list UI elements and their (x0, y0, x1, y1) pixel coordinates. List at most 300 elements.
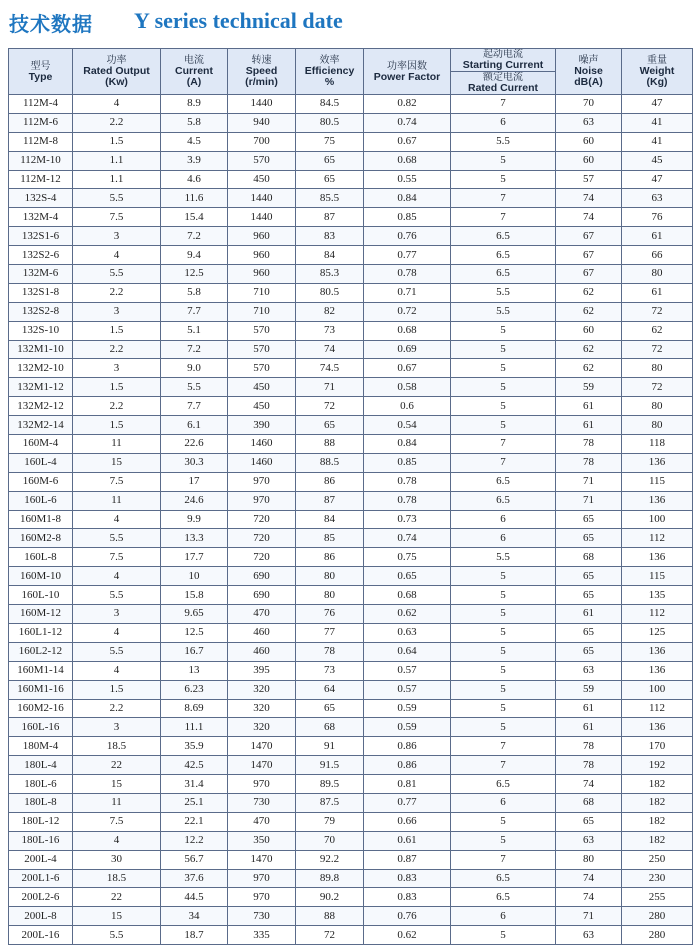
cell-current: 9.9 (161, 510, 228, 529)
cell-rated-output: 7.5 (73, 548, 161, 567)
cell-type: 132M1-10 (9, 340, 73, 359)
cell-current: 18.7 (161, 926, 228, 945)
table-row (9, 95, 693, 114)
cell-speed: 460 (228, 642, 296, 661)
cell-efficiency: 64 (296, 680, 364, 699)
table-row (9, 661, 693, 680)
cell-efficiency: 70 (296, 831, 364, 850)
cell-efficiency: 89.8 (296, 869, 364, 888)
cell-weight: 63 (622, 189, 693, 208)
cell-noise: 60 (556, 151, 622, 170)
cell-power-factor: 0.76 (364, 907, 451, 926)
cell-power-factor: 0.54 (364, 416, 451, 435)
cell-efficiency: 74.5 (296, 359, 364, 378)
cell-power-factor: 0.77 (364, 793, 451, 812)
cell-current-ratio: 5 (451, 340, 556, 359)
cell-current: 37.6 (161, 869, 228, 888)
table-row (9, 453, 693, 472)
cell-noise: 67 (556, 246, 622, 265)
cell-speed: 970 (228, 888, 296, 907)
cell-type: 180L-16 (9, 831, 73, 850)
cell-speed: 1440 (228, 95, 296, 114)
cell-type: 132S1-8 (9, 283, 73, 302)
cell-type: 160L-16 (9, 718, 73, 737)
cell-current: 56.7 (161, 850, 228, 869)
cell-power-factor: 0.83 (364, 888, 451, 907)
cell-weight: 41 (622, 132, 693, 151)
cell-noise: 67 (556, 265, 622, 284)
header-starting-current: 起动电流 Starting Current (451, 49, 556, 72)
cell-efficiency: 86 (296, 548, 364, 567)
cell-current-ratio: 5 (451, 699, 556, 718)
cell-rated-output: 5.5 (73, 586, 161, 605)
cell-weight: 135 (622, 586, 693, 605)
cell-noise: 61 (556, 605, 622, 624)
cell-speed: 450 (228, 170, 296, 189)
cell-speed: 730 (228, 907, 296, 926)
cell-weight: 170 (622, 737, 693, 756)
table-row (9, 151, 693, 170)
cell-speed: 730 (228, 793, 296, 812)
cell-type: 132S2-8 (9, 302, 73, 321)
cell-current: 8.69 (161, 699, 228, 718)
cell-rated-output: 5.5 (73, 642, 161, 661)
cell-current: 22.6 (161, 435, 228, 454)
table-row (9, 283, 693, 302)
cell-weight: 182 (622, 793, 693, 812)
cell-weight: 136 (622, 718, 693, 737)
table-row (9, 548, 693, 567)
cell-speed: 700 (228, 132, 296, 151)
cell-current-ratio: 6 (451, 907, 556, 926)
cell-weight: 72 (622, 340, 693, 359)
cell-efficiency: 87 (296, 208, 364, 227)
table-row (9, 265, 693, 284)
table-row (9, 397, 693, 416)
cell-rated-output: 3 (73, 302, 161, 321)
cell-current-ratio: 7 (451, 737, 556, 756)
cell-power-factor: 0.63 (364, 623, 451, 642)
table-row (9, 831, 693, 850)
cell-type: 160M1-16 (9, 680, 73, 699)
cell-type: 160L-8 (9, 548, 73, 567)
cell-efficiency: 65 (296, 170, 364, 189)
cell-efficiency: 65 (296, 699, 364, 718)
cell-rated-output: 11 (73, 435, 161, 454)
header-weight: 重量 Weight (Kg) (622, 49, 693, 95)
cell-current: 44.5 (161, 888, 228, 907)
cell-noise: 61 (556, 718, 622, 737)
cell-current-ratio: 7 (451, 435, 556, 454)
cell-efficiency: 85 (296, 529, 364, 548)
cell-rated-output: 5.5 (73, 189, 161, 208)
cell-efficiency: 84 (296, 246, 364, 265)
cell-power-factor: 0.62 (364, 926, 451, 945)
cell-current: 17 (161, 472, 228, 491)
cell-power-factor: 0.86 (364, 756, 451, 775)
cell-rated-output: 11 (73, 491, 161, 510)
cell-noise: 65 (556, 812, 622, 831)
cell-rated-output: 2.2 (73, 340, 161, 359)
cell-speed: 690 (228, 586, 296, 605)
cell-efficiency: 74 (296, 340, 364, 359)
table-row (9, 435, 693, 454)
cell-efficiency: 82 (296, 302, 364, 321)
cell-weight: 80 (622, 359, 693, 378)
cell-power-factor: 0.67 (364, 359, 451, 378)
cell-current-ratio: 7 (451, 189, 556, 208)
cell-rated-output: 4 (73, 95, 161, 114)
cell-noise: 65 (556, 623, 622, 642)
cell-efficiency: 80.5 (296, 113, 364, 132)
cell-weight: 112 (622, 529, 693, 548)
header-speed: 转速 Speed (r/min) (228, 49, 296, 95)
page-title-en: Y series technical date (134, 8, 343, 33)
cell-current-ratio: 5 (451, 680, 556, 699)
cell-efficiency: 91 (296, 737, 364, 756)
cell-efficiency: 91.5 (296, 756, 364, 775)
table-row (9, 756, 693, 775)
cell-rated-output: 5.5 (73, 926, 161, 945)
cell-power-factor: 0.73 (364, 510, 451, 529)
table-row (9, 850, 693, 869)
cell-weight: 112 (622, 605, 693, 624)
cell-efficiency: 85.5 (296, 189, 364, 208)
cell-current-ratio: 6 (451, 510, 556, 529)
cell-speed: 390 (228, 416, 296, 435)
cell-speed: 960 (228, 246, 296, 265)
cell-type: 180L-8 (9, 793, 73, 812)
table-body (9, 95, 693, 945)
cell-efficiency: 80.5 (296, 283, 364, 302)
cell-current: 17.7 (161, 548, 228, 567)
cell-current-ratio: 6.5 (451, 775, 556, 794)
cell-speed: 960 (228, 265, 296, 284)
cell-current: 24.6 (161, 491, 228, 510)
table-row (9, 340, 693, 359)
cell-type: 132S1-6 (9, 227, 73, 246)
cell-efficiency: 88 (296, 907, 364, 926)
cell-efficiency: 65 (296, 151, 364, 170)
cell-power-factor: 0.71 (364, 283, 451, 302)
cell-power-factor: 0.64 (364, 642, 451, 661)
cell-power-factor: 0.84 (364, 435, 451, 454)
cell-current: 11.6 (161, 189, 228, 208)
table-row (9, 605, 693, 624)
cell-rated-output: 1.5 (73, 680, 161, 699)
cell-current-ratio: 5 (451, 321, 556, 340)
cell-weight: 182 (622, 775, 693, 794)
cell-rated-output: 1.5 (73, 321, 161, 340)
table-row (9, 491, 693, 510)
cell-rated-output: 1.5 (73, 132, 161, 151)
cell-noise: 62 (556, 283, 622, 302)
cell-noise: 70 (556, 95, 622, 114)
table-row (9, 926, 693, 945)
cell-current: 6.23 (161, 680, 228, 699)
cell-efficiency: 68 (296, 718, 364, 737)
cell-efficiency: 84 (296, 510, 364, 529)
table-row (9, 793, 693, 812)
cell-power-factor: 0.61 (364, 831, 451, 850)
cell-efficiency: 89.5 (296, 775, 364, 794)
cell-power-factor: 0.78 (364, 265, 451, 284)
table-row (9, 775, 693, 794)
cell-type: 200L-8 (9, 907, 73, 926)
cell-weight: 280 (622, 907, 693, 926)
cell-current: 4.5 (161, 132, 228, 151)
cell-efficiency: 75 (296, 132, 364, 151)
cell-rated-output: 4 (73, 510, 161, 529)
cell-rated-output: 2.2 (73, 113, 161, 132)
cell-current: 15.4 (161, 208, 228, 227)
cell-weight: 115 (622, 567, 693, 586)
cell-type: 180L-4 (9, 756, 73, 775)
cell-noise: 78 (556, 435, 622, 454)
cell-current: 7.2 (161, 227, 228, 246)
cell-noise: 59 (556, 680, 622, 699)
cell-efficiency: 92.2 (296, 850, 364, 869)
cell-weight: 100 (622, 510, 693, 529)
cell-current: 30.3 (161, 453, 228, 472)
cell-speed: 710 (228, 283, 296, 302)
table-row (9, 189, 693, 208)
cell-current: 5.1 (161, 321, 228, 340)
cell-rated-output: 4 (73, 567, 161, 586)
cell-power-factor: 0.66 (364, 812, 451, 831)
cell-power-factor: 0.85 (364, 208, 451, 227)
cell-type: 132S-4 (9, 189, 73, 208)
cell-current-ratio: 5 (451, 926, 556, 945)
cell-current-ratio: 5.5 (451, 302, 556, 321)
table-row (9, 510, 693, 529)
cell-type: 112M-6 (9, 113, 73, 132)
cell-rated-output: 2.2 (73, 397, 161, 416)
page-title-zh: 技术数据 (9, 12, 93, 36)
cell-weight: 112 (622, 699, 693, 718)
table-row (9, 642, 693, 661)
cell-speed: 1460 (228, 435, 296, 454)
cell-noise: 74 (556, 208, 622, 227)
cell-speed: 320 (228, 718, 296, 737)
cell-speed: 320 (228, 699, 296, 718)
cell-type: 160L1-12 (9, 623, 73, 642)
cell-efficiency: 71 (296, 378, 364, 397)
table-row (9, 416, 693, 435)
cell-power-factor: 0.74 (364, 113, 451, 132)
cell-rated-output: 15 (73, 775, 161, 794)
cell-current-ratio: 5 (451, 642, 556, 661)
cell-current-ratio: 6.5 (451, 888, 556, 907)
cell-weight: 118 (622, 435, 693, 454)
cell-current-ratio: 5 (451, 151, 556, 170)
cell-type: 180L-12 (9, 812, 73, 831)
cell-current: 22.1 (161, 812, 228, 831)
table-row (9, 378, 693, 397)
cell-current-ratio: 5 (451, 586, 556, 605)
cell-current: 34 (161, 907, 228, 926)
cell-speed: 1440 (228, 189, 296, 208)
table-row (9, 170, 693, 189)
cell-rated-output: 3 (73, 605, 161, 624)
cell-weight: 76 (622, 208, 693, 227)
table-header-row (9, 49, 693, 72)
cell-rated-output: 4 (73, 661, 161, 680)
cell-rated-output: 4 (73, 623, 161, 642)
cell-weight: 136 (622, 642, 693, 661)
cell-power-factor: 0.78 (364, 491, 451, 510)
cell-speed: 1470 (228, 737, 296, 756)
table-row (9, 132, 693, 151)
cell-power-factor: 0.78 (364, 472, 451, 491)
table-row (9, 888, 693, 907)
cell-weight: 100 (622, 680, 693, 699)
cell-speed: 710 (228, 302, 296, 321)
header-efficiency: 效率 Efficiency % (296, 49, 364, 95)
cell-noise: 68 (556, 548, 622, 567)
cell-type: 160L-4 (9, 453, 73, 472)
table-row (9, 812, 693, 831)
cell-speed: 470 (228, 812, 296, 831)
cell-weight: 230 (622, 869, 693, 888)
cell-rated-output: 4 (73, 831, 161, 850)
cell-type: 160M1-8 (9, 510, 73, 529)
cell-current: 9.0 (161, 359, 228, 378)
cell-type: 160L-10 (9, 586, 73, 605)
cell-current-ratio: 5 (451, 397, 556, 416)
cell-current: 16.7 (161, 642, 228, 661)
cell-noise: 65 (556, 510, 622, 529)
cell-current-ratio: 6.5 (451, 472, 556, 491)
cell-current-ratio: 5 (451, 718, 556, 737)
cell-type: 160L-6 (9, 491, 73, 510)
cell-current-ratio: 5 (451, 170, 556, 189)
cell-current-ratio: 5 (451, 567, 556, 586)
cell-noise: 63 (556, 926, 622, 945)
cell-rated-output: 18.5 (73, 869, 161, 888)
cell-rated-output: 3 (73, 359, 161, 378)
cell-efficiency: 83 (296, 227, 364, 246)
cell-current-ratio: 6.5 (451, 246, 556, 265)
header-current: 电流 Current (A) (161, 49, 228, 95)
cell-current-ratio: 7 (451, 850, 556, 869)
cell-noise: 74 (556, 189, 622, 208)
cell-rated-output: 18.5 (73, 737, 161, 756)
cell-noise: 74 (556, 775, 622, 794)
cell-speed: 970 (228, 491, 296, 510)
cell-rated-output: 2.2 (73, 699, 161, 718)
cell-current-ratio: 6 (451, 113, 556, 132)
cell-noise: 78 (556, 737, 622, 756)
cell-efficiency: 80 (296, 567, 364, 586)
cell-current-ratio: 6.5 (451, 227, 556, 246)
cell-rated-output: 7.5 (73, 208, 161, 227)
cell-current-ratio: 5.5 (451, 132, 556, 151)
cell-power-factor: 0.57 (364, 680, 451, 699)
table-row (9, 680, 693, 699)
cell-efficiency: 87.5 (296, 793, 364, 812)
cell-noise: 78 (556, 756, 622, 775)
cell-speed: 460 (228, 623, 296, 642)
cell-speed: 570 (228, 151, 296, 170)
cell-current: 9.4 (161, 246, 228, 265)
cell-speed: 320 (228, 680, 296, 699)
cell-power-factor: 0.83 (364, 869, 451, 888)
cell-type: 112M-12 (9, 170, 73, 189)
header-noise: 噪声 Noise dB(A) (556, 49, 622, 95)
cell-noise: 67 (556, 227, 622, 246)
cell-weight: 115 (622, 472, 693, 491)
cell-power-factor: 0.59 (364, 718, 451, 737)
cell-efficiency: 78 (296, 642, 364, 661)
cell-efficiency: 72 (296, 397, 364, 416)
cell-weight: 62 (622, 321, 693, 340)
cell-efficiency: 84.5 (296, 95, 364, 114)
cell-type: 132M2-10 (9, 359, 73, 378)
cell-current-ratio: 5 (451, 359, 556, 378)
table-row (9, 321, 693, 340)
cell-weight: 192 (622, 756, 693, 775)
cell-current-ratio: 5.5 (451, 548, 556, 567)
cell-efficiency: 88.5 (296, 453, 364, 472)
cell-current-ratio: 5 (451, 812, 556, 831)
table-row (9, 472, 693, 491)
cell-power-factor: 0.68 (364, 586, 451, 605)
header-rated-current: 额定电流 Rated Current (451, 72, 556, 95)
cell-rated-output: 5.5 (73, 529, 161, 548)
cell-speed: 350 (228, 831, 296, 850)
table-row (9, 227, 693, 246)
cell-speed: 720 (228, 510, 296, 529)
cell-power-factor: 0.75 (364, 548, 451, 567)
cell-type: 132M2-14 (9, 416, 73, 435)
cell-power-factor: 0.69 (364, 340, 451, 359)
cell-noise: 74 (556, 869, 622, 888)
table-row (9, 737, 693, 756)
cell-noise: 63 (556, 831, 622, 850)
cell-current: 5.8 (161, 113, 228, 132)
table-row (9, 246, 693, 265)
cell-noise: 65 (556, 567, 622, 586)
cell-power-factor: 0.6 (364, 397, 451, 416)
cell-efficiency: 85.3 (296, 265, 364, 284)
cell-current: 13.3 (161, 529, 228, 548)
cell-speed: 1470 (228, 756, 296, 775)
cell-current: 9.65 (161, 605, 228, 624)
cell-noise: 71 (556, 907, 622, 926)
table-row (9, 302, 693, 321)
cell-weight: 280 (622, 926, 693, 945)
cell-noise: 65 (556, 642, 622, 661)
cell-speed: 1470 (228, 850, 296, 869)
cell-rated-output: 15 (73, 453, 161, 472)
cell-power-factor: 0.58 (364, 378, 451, 397)
cell-efficiency: 79 (296, 812, 364, 831)
cell-weight: 182 (622, 831, 693, 850)
cell-current-ratio: 7 (451, 756, 556, 775)
technical-data-table (8, 48, 693, 945)
cell-type: 132M2-12 (9, 397, 73, 416)
cell-current: 3.9 (161, 151, 228, 170)
cell-speed: 970 (228, 775, 296, 794)
cell-speed: 970 (228, 869, 296, 888)
cell-current-ratio: 5 (451, 661, 556, 680)
table-row (9, 623, 693, 642)
cell-current: 13 (161, 661, 228, 680)
cell-noise: 60 (556, 132, 622, 151)
cell-efficiency: 65 (296, 416, 364, 435)
cell-current: 4.6 (161, 170, 228, 189)
